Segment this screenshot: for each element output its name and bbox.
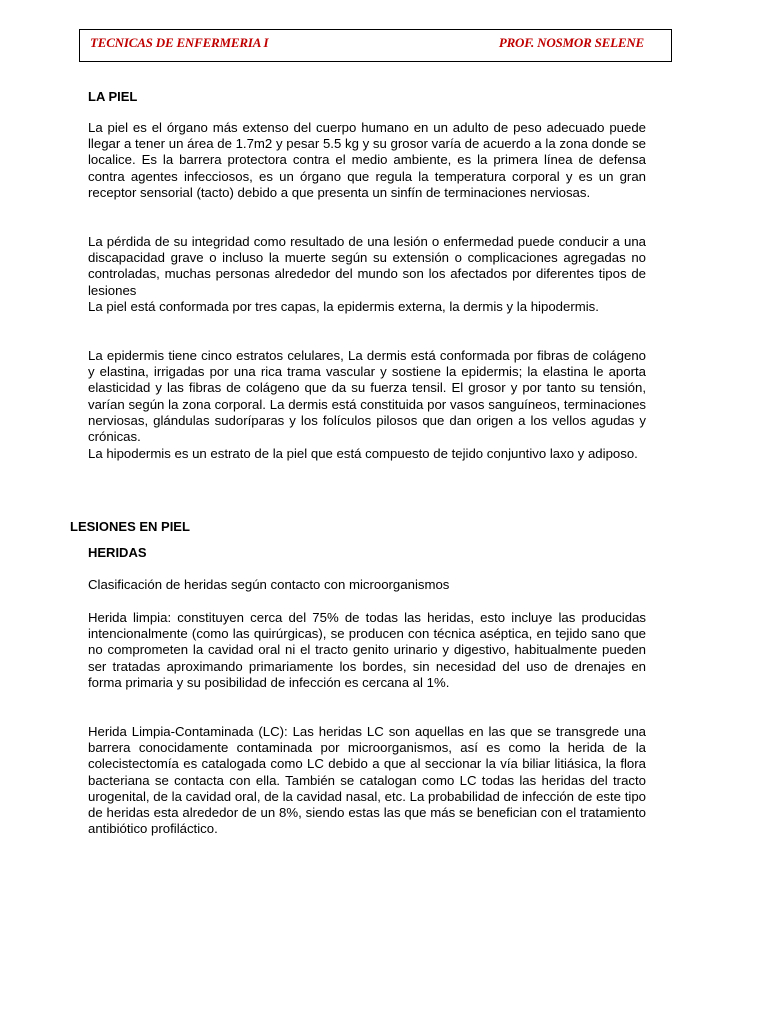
page-header [79, 29, 672, 62]
professor-name: PROF. NOSMOR SELENE [498, 35, 644, 50]
paragraph: La pérdida de su integridad como resultado de una lesión o enfermedad puede conducir a una discapacidad grave o incluso la muerte según su extensión o complicaciones agregadas no controladas, muchas personas alrededor del mundo son los afectados por diferentes tipos de lesiones [88, 234, 646, 298]
paragraph: La piel es el órgano más extenso del cuerpo humano en un adulto de peso adecuado puede llegar a tener un área de 1.7m2 y pesar 5.5 kg y su grosor varía de acuerdo a la zona donde se localice. Es la barrera protectora contra el medio ambiente, es la primera línea de defensa contra agentes infecciosos, es un órgano que regula la temperatura corporal y es un gran receptor sensorial (tacto) debido a que presenta un sinfín de terminaciones nerviosas. [88, 120, 646, 200]
subsection-title-heridas: HERIDAS [88, 545, 147, 560]
paragraph: La piel está conformada por tres capas, la epidermis externa, la dermis y la hipodermis. [88, 299, 599, 314]
paragraph: Herida limpia: constituyen cerca del 75% de todas las heridas, esto incluye las producidas intencionalmente (como las quirúrgicas), se producen con técnica aséptica, en tejido sano que no comprometen la cavidad oral ni el tracto genito urinario y digestivo, habitualmente pueden ser tratadas aproximando primariamente los bordes, sin necesidad del uso de drenajes en forma primaria y su posibilidad de infección es cercana al 1%. [88, 610, 646, 690]
course-title: TECNICAS DE ENFERMERIA I [90, 35, 269, 50]
section-title-la-piel: LA PIEL [88, 89, 138, 104]
paragraph: La epidermis tiene cinco estratos celulares, La dermis está conformada por fibras de colágeno y elastina, irrigadas por una rica trama vascular y sostiene la epidermis; la elastina le aporta elasticidad y las fibras de colágeno que da su fuerza tensil. El grosor y por tanto su tensión, varían según la zona corporal. La dermis está constituida por vasos sanguíneos, terminaciones nerviosas, glándulas sudoríparas y los folículos pilosos que dan origen a los vellos agudas y crónicas. [88, 348, 646, 445]
paragraph: La hipodermis es un estrato de la piel que está compuesto de tejido conjuntivo laxo y adiposo. [88, 446, 638, 461]
classification-label: Clasificación de heridas según contacto con microorganismos [88, 577, 450, 592]
paragraph: Herida Limpia-Contaminada (LC): Las heridas LC son aquellas en las que se transgrede una barrera conocidamente contaminada por microorganismos, así es como la herida de la colecistectomía es catalogada como LC debido a que al seccionar la vía biliar litiásica, la flora bacteriana se contacta con ella. También se catalogan como LC todas las heridas del tracto urogenital, de la cavidad oral, de la cavidad nasal, etc. La probabilidad de infección de este tipo de heridas esta alrededor de un 8%, siendo estas las que más se benefician con el tratamiento antibiótico profiláctico. [88, 724, 646, 837]
section-title-lesiones: LESIONES EN PIEL [70, 519, 190, 534]
